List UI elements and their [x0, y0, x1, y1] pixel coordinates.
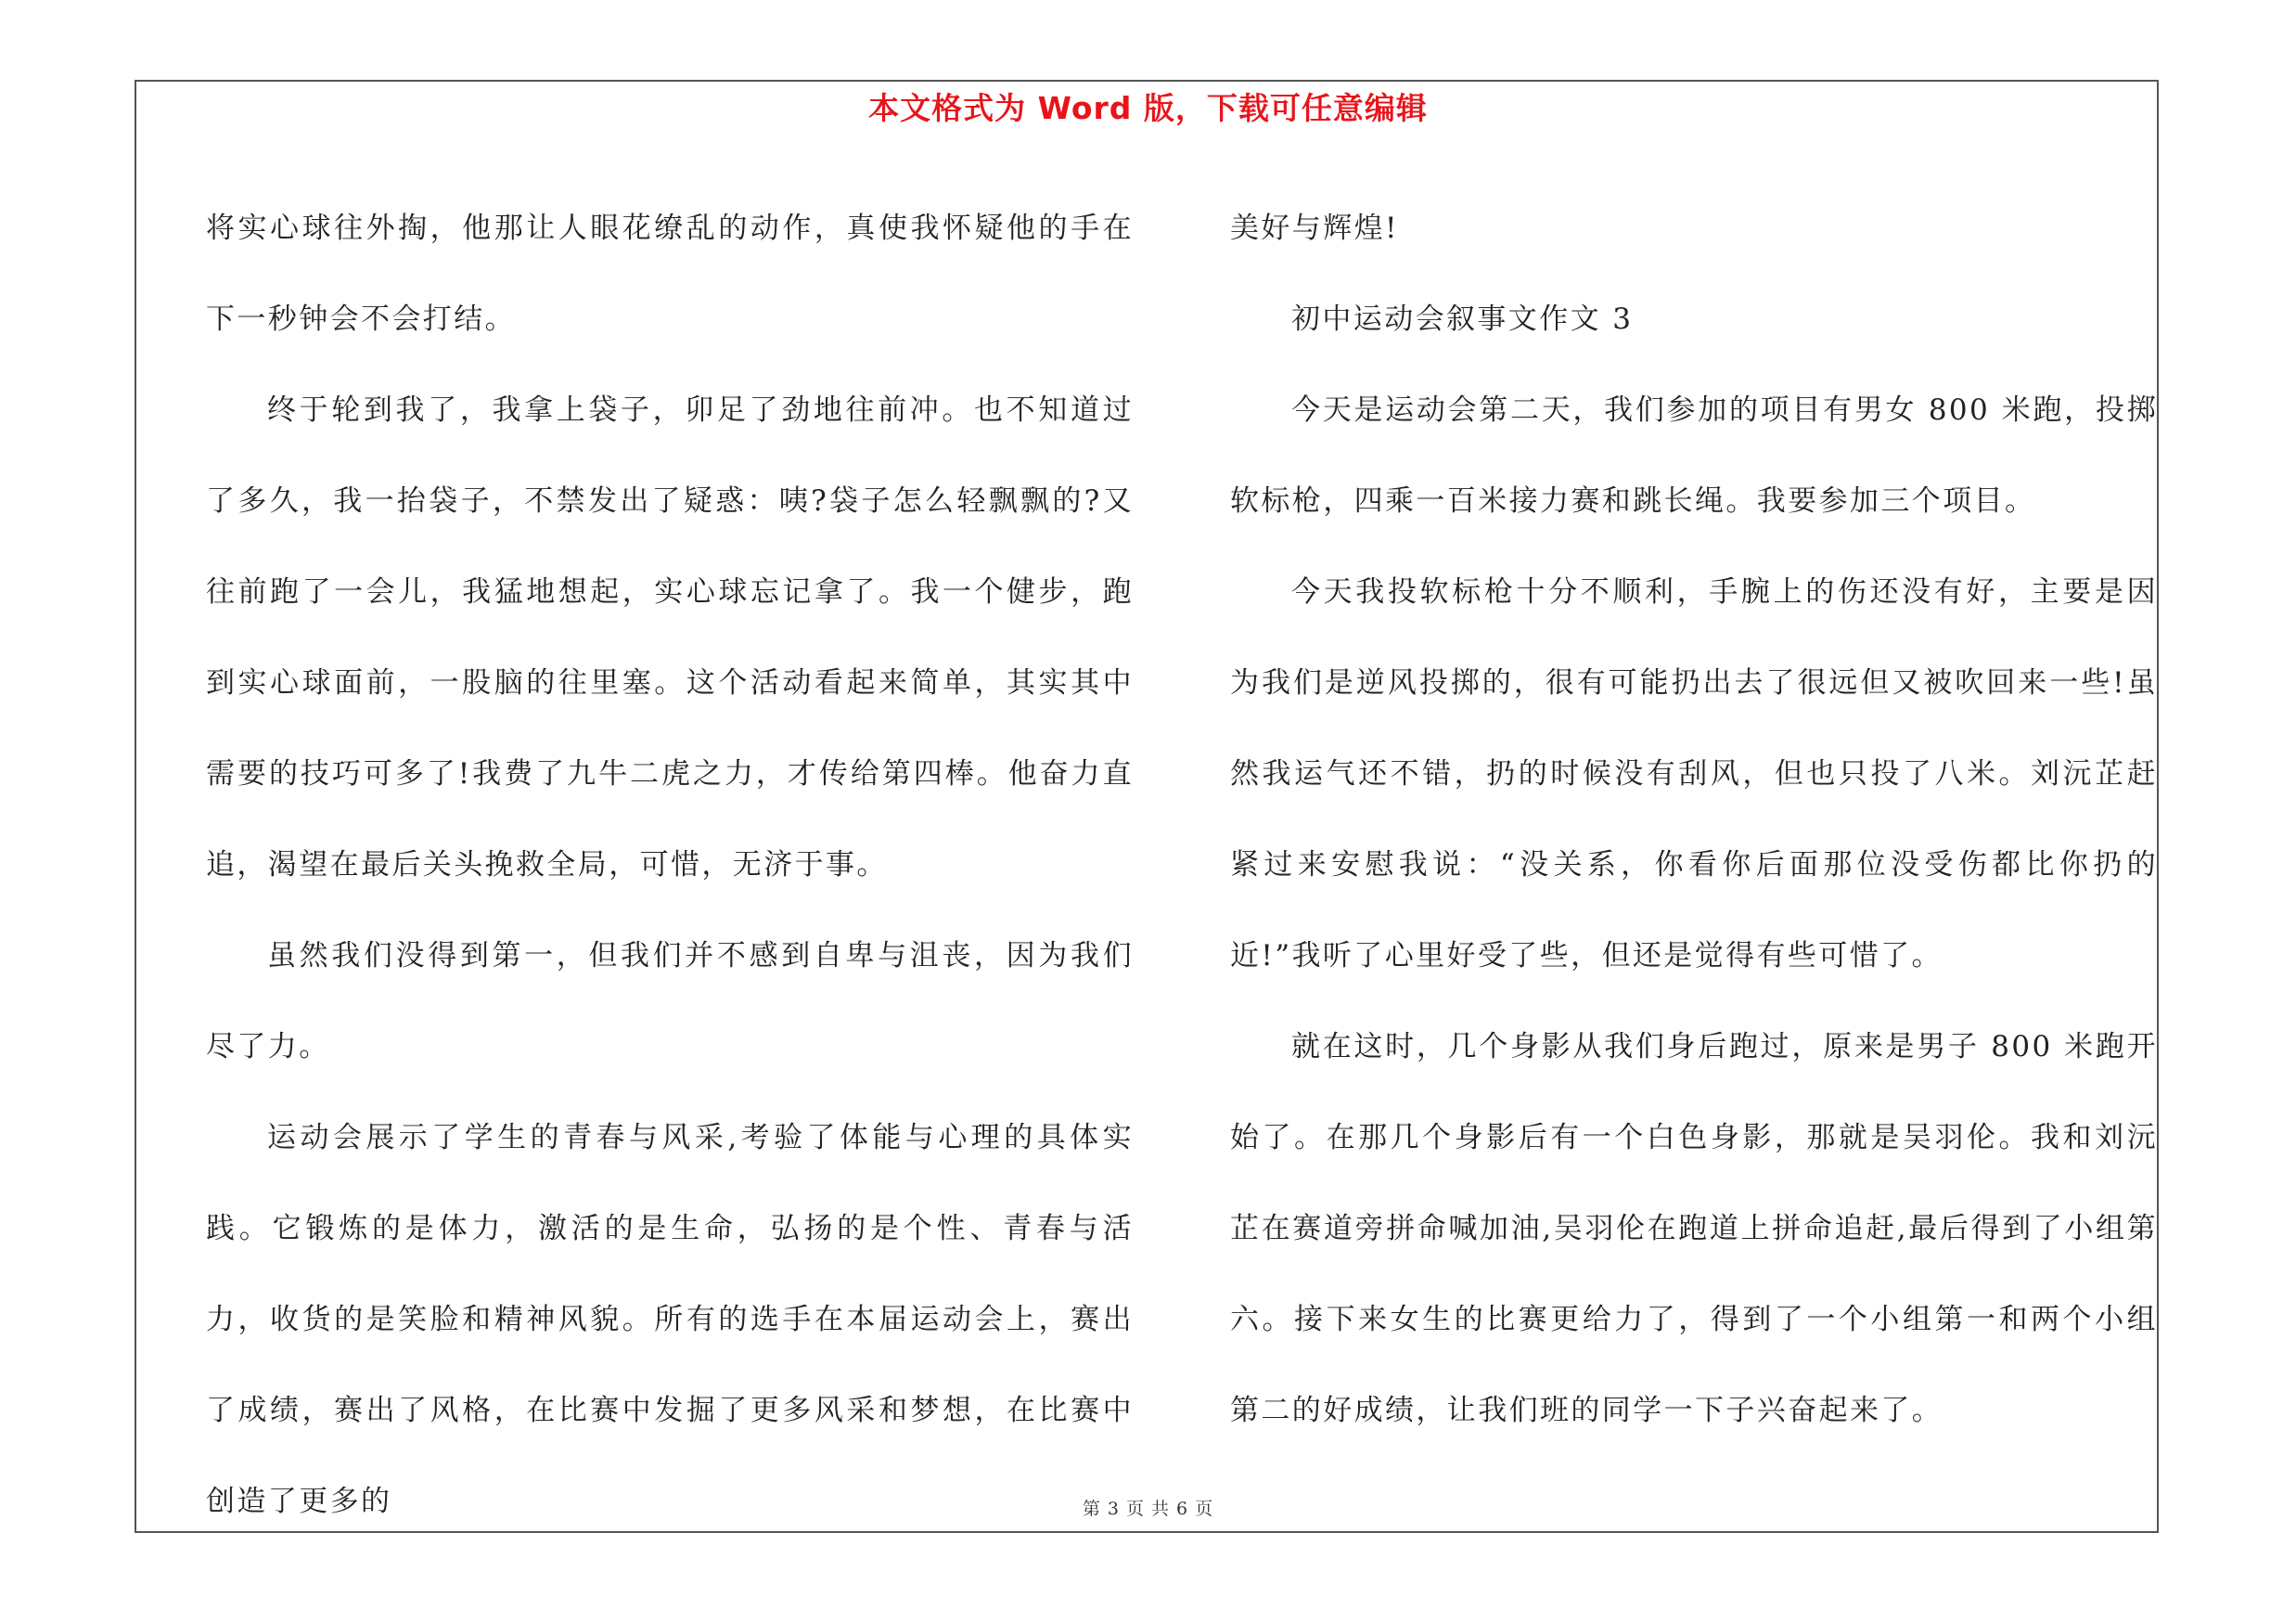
paragraph-continuation: 美好与辉煌! — [1230, 212, 1399, 245]
right-text-column — [1230, 183, 2158, 1456]
paragraph: 运动会展示了学生的青春与风采,考验了体能与心理的具体实践。它锻炼的是体力，激活的是生命，弘扬的是个性、青春与活力，收货的是笑脸和精神风貌。所有的选手在本届运动会上，赛出了成绩，赛出了风格，在比赛中发掘了更多风采和梦想，在比赛中创造了更多的 — [206, 1121, 1134, 1518]
paragraph: 就在这时，几个身影从我们身后跑过，原来是男子 800 米跑开始了。在那几个身影后有一个白色身影，那就是吴羽伦。我和刘沅芷在赛道旁拼命喊加油,吴羽伦在跑道上拼命追赶,最后得到了小组第六。接下来女生的比赛更给力了，得到了一个小组第一和两个小组第二的好成绩，让我们班的同学一下子兴奋起来了。 — [1230, 1030, 2158, 1427]
paragraph: 虽然我们没得到第一，但我们并不感到自卑与沮丧，因为我们尽了力。 — [206, 939, 1134, 1063]
essay-heading: 初中运动会叙事文作文 3 — [1291, 303, 1634, 336]
page-number-footer: 第 3 页 共 6 页 — [1082, 1499, 1214, 1519]
paragraph: 终于轮到我了，我拿上袋子，卯足了劲地往前冲。也不知道过了多久，我一抬袋子，不禁发出了疑惑：咦?袋子怎么轻飘飘的?又往前跑了一会儿，我猛地想起，实心球忘记拿了。我一个健步，跑到实心球面前，一股脑的往里塞。这个活动看起来简单，其实其中需要的技巧可多了!我费了九牛二虎之力，才传给第四棒。他奋力直追，渴望在最后关头挽救全局，可惜，无济于事。 — [206, 393, 1134, 882]
paragraph: 今天是运动会第二天，我们参加的项目有男女 800 米跑，投掷软标枪，四乘一百米接力赛和跳长绳。我要参加三个项目。 — [1230, 393, 2158, 518]
format-notice-banner: 本文格式为 Word 版，下载可任意编辑 — [868, 90, 1428, 126]
paragraph: 今天我投软标枪十分不顺利，手腕上的伤还没有好，主要是因为我们是逆风投掷的，很有可能扔出去了很远但又被吹回来一些!虽然我运气还不错，扔的时候没有刮风，但也只投了八米。刘沅芷赶紧过来安慰我说：“没关系，你看你后面那位没受伤都比你扔的近!”我听了心里好受了些，但还是觉得有些可惜了。 — [1230, 575, 2158, 973]
paragraph-continuation: 将实心球往外掏，他那让人眼花缭乱的动作，真使我怀疑他的手在下一秒钟会不会打结。 — [206, 212, 1134, 336]
left-text-column — [206, 183, 1134, 1547]
